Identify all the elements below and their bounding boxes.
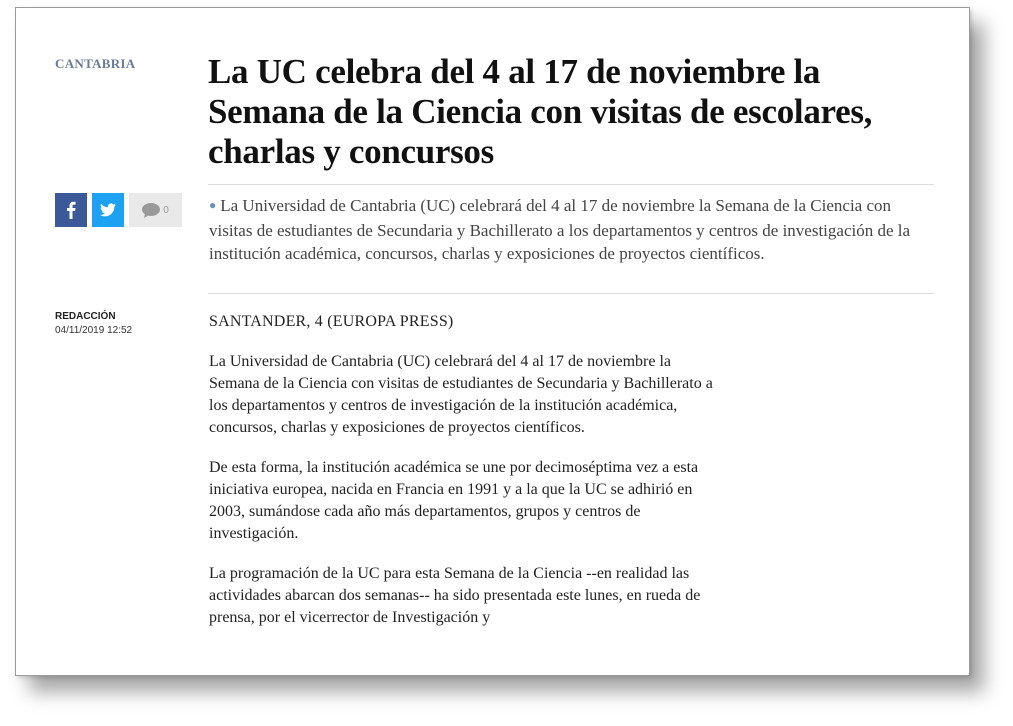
lead-text: La Universidad de Cantabria (UC) celebrará del 4 al 17 de noviembre la Semana de la Ciencia con visitas de estudiantes de Secundaria y Bachillerato a los departamentos y centros de investigación de la institución académica, concursos, charlas y exposiciones de proyectos científicos. (209, 196, 911, 263)
article-lead (209, 194, 929, 265)
body-paragraph: La Universidad de Cantabria (UC) celebrará del 4 al 17 de noviembre la Semana de la Ciencia con visitas de estudiantes de Secundaria y Bachillerato a los departamentos y centros de investigación de la institución académica, concursos, charlas y exposiciones de proyectos científicos. (209, 353, 713, 436)
article-headline: La UC celebra del 4 al 17 de noviembre la Semana de la Ciencia con visitas de escolares, charlas y concursos (208, 52, 873, 171)
dateline: SANTANDER, 4 (EUROPA PRESS) (209, 313, 454, 330)
facebook-share-button[interactable] (55, 193, 87, 227)
comment-icon (142, 203, 160, 218)
body-paragraph: La programación de la UC para esta Semana de la Ciencia --en realidad las actividades abarcan dos semanas-- ha sido presentada este lunes, en rueda de prensa, por el vicerrector de Investigación y (209, 565, 701, 626)
article-card (15, 7, 970, 676)
section-label[interactable]: CANTABRIA (55, 56, 136, 71)
byline-date: 04/11/2019 12:52 (55, 325, 133, 336)
byline (55, 310, 132, 338)
twitter-share-button[interactable] (92, 193, 124, 227)
article-body (209, 351, 724, 647)
text-fade-overlay (209, 636, 729, 676)
comment-count: 0 (163, 204, 169, 216)
twitter-icon (100, 203, 116, 217)
divider (208, 184, 934, 185)
comments-button[interactable] (129, 193, 182, 227)
byline-author: REDACCIÓN (55, 311, 116, 322)
bullet-icon: ● (209, 198, 217, 212)
share-bar (55, 193, 182, 227)
body-paragraph: De esta forma, la institución académica se une por decimoséptima vez a esta iniciativa europea, nacida en Francia en 1991 y a la que la UC se adhirió en 2003, sumándose cada año más departamentos, grupos y centros de investigación. (209, 459, 699, 542)
divider (208, 293, 934, 294)
facebook-icon (66, 201, 76, 219)
